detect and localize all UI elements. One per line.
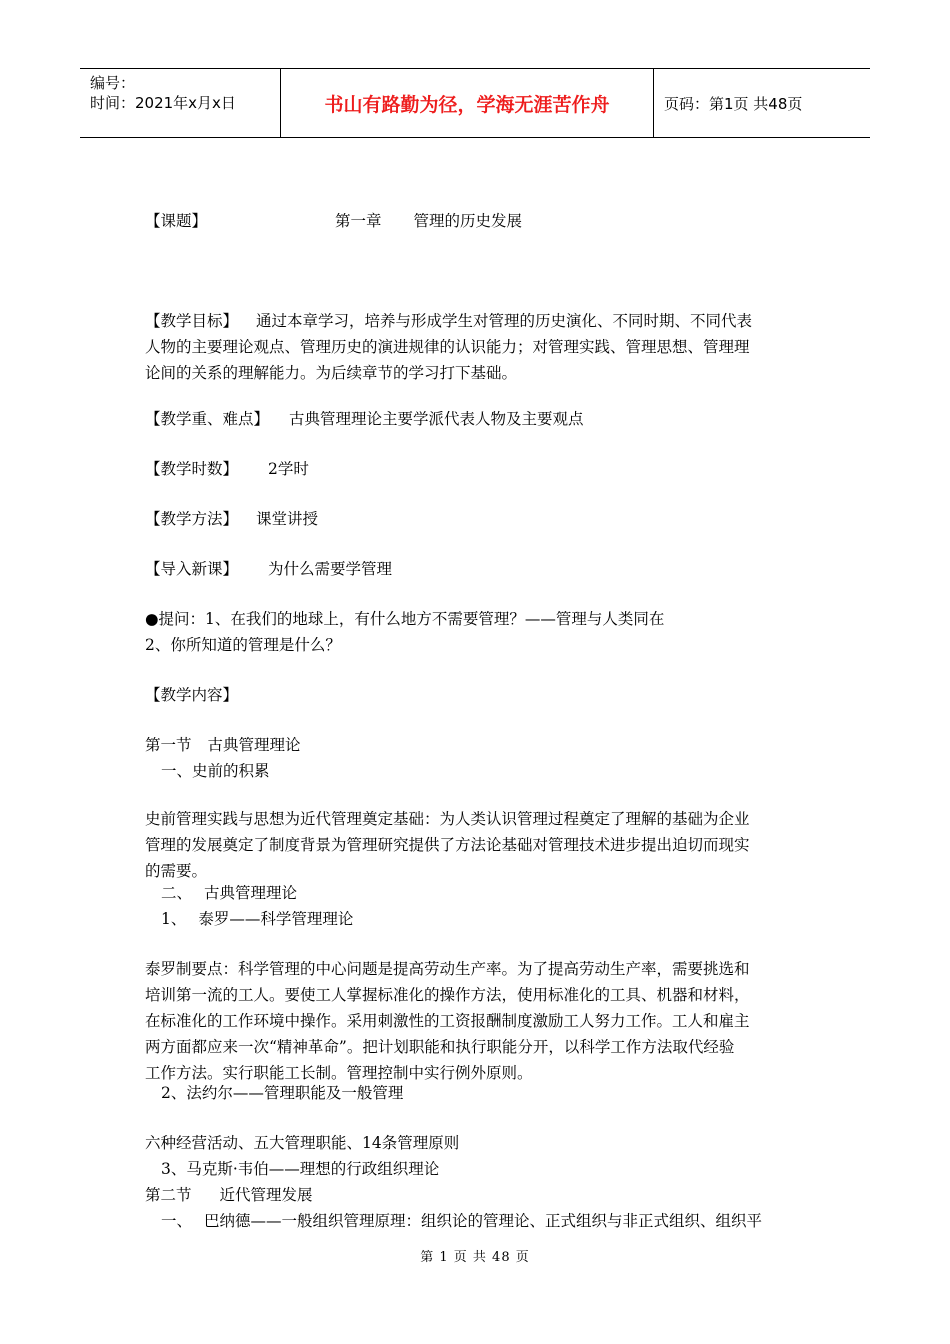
taylor-number: 1、: [161, 910, 187, 928]
section1-heading: [145, 732, 301, 758]
chapter-number: 第一章: [335, 212, 382, 230]
item2-title: 古典管理理论: [204, 884, 298, 902]
section2-item1-text: 巴纳德——一般组织管理原理：组织论的管理论、正式组织与非正式组织、组织平: [204, 1212, 763, 1230]
topic-label: 【课题】: [145, 212, 208, 230]
page-footer: 第 1 页 共 48 页: [420, 1250, 530, 1265]
page-info: 页码：第1页 共48页: [664, 94, 803, 113]
paragraph-line: 两方面都应来一次“精神革命”。把计划职能和执行职能分开，以科学工作方法取代经验: [145, 1038, 735, 1056]
number-label: 编号：: [90, 74, 136, 92]
date-label: 时间：2021年x月x日: [90, 94, 236, 112]
method-label: 【教学方法】: [145, 510, 239, 528]
prehistory-paragraph: [145, 806, 810, 884]
section2-title: 近代管理发展: [219, 1186, 313, 1204]
topic-line: [145, 208, 522, 234]
motto: 书山有路勤为径，学海无涯苦作舟: [324, 93, 610, 116]
key-points-label: 【教学重、难点】: [145, 410, 270, 428]
paragraph-line: 管理的发展奠定了制度背景为管理研究提供了方法论基础对管理技术进步提出迫切而现实: [145, 836, 750, 854]
section2-item1: [161, 1208, 762, 1234]
chapter-title: 管理的历史发展: [413, 212, 523, 230]
header-page-cell: [654, 69, 870, 137]
hours-text: 2学时: [268, 460, 309, 478]
item2-number: 二、: [161, 884, 193, 902]
question-2: 2、你所知道的管理是什么？: [145, 636, 341, 654]
section1-item2-heading: [161, 880, 297, 906]
section2-number: 第二节: [145, 1186, 192, 1204]
paragraph-line: 泰罗制要点：科学管理的中心问题是提高劳动生产率。为了提高劳动生产率，需要挑选和: [145, 960, 750, 978]
paragraph-line: 工作方法。实行职能工长制。管理控制中实行例外原则。: [145, 1064, 533, 1082]
objective-line: 人物的主要理论观点、管理历史的演进规律的认识能力；对管理实践、管理思想、管理理: [145, 338, 750, 356]
section2-item1-number: 一、: [161, 1212, 193, 1230]
header-motto-cell: [281, 69, 654, 137]
paragraph-line: 的需要。: [145, 862, 208, 880]
method-line: [145, 506, 318, 532]
content-label: 【教学内容】: [145, 686, 239, 704]
taylor-paragraph: [145, 956, 810, 1086]
taylor-heading: [161, 906, 353, 932]
paragraph-line: 培训第一流的工人。要使工人掌握标准化的操作方法，使用标准化的工具、机器和材料，: [145, 986, 750, 1004]
method-text: 课堂讲授: [256, 510, 319, 528]
hours-label: 【教学时数】: [145, 460, 239, 478]
fayol-heading: 2、法约尔——管理职能及一般管理: [161, 1084, 404, 1102]
objective-line: 论间的关系的理解能力。为后续章节的学习打下基础。: [145, 364, 518, 382]
question-1: ●提问：1、在我们的地球上，有什么地方不需要管理？——管理与人类同在: [145, 610, 665, 628]
objective-line: 通过本章学习，培养与形成学生对管理的历史演化、不同时期、不同代表: [256, 312, 753, 330]
objective-paragraph: [145, 308, 810, 386]
taylor-title: 泰罗——科学管理理论: [198, 910, 354, 928]
intro-label: 【导入新课】: [145, 560, 239, 578]
intro-text: 为什么需要学管理: [268, 560, 393, 578]
paragraph-line: 在标准化的工作环境中操作。采用刺激性的工资报酬制度激励工人努力工作。工人和雇主: [145, 1012, 750, 1030]
weber-heading: 3、马克斯·韦伯——理想的行政组织理论: [161, 1160, 440, 1178]
section2-heading: [145, 1182, 313, 1208]
section1-title: 古典管理理论: [207, 736, 301, 754]
header-meta-cell: [80, 69, 281, 137]
fayol-text: 六种经营活动、五大管理职能、14条管理原则: [145, 1134, 460, 1152]
paragraph-line: 史前管理实践与思想为近代管理奠定基础：为人类认识管理过程奠定了理解的基础为企业: [145, 810, 750, 828]
key-points-line: [145, 406, 584, 432]
section1-item1-heading: 一、史前的积累: [161, 762, 270, 780]
section1-number: 第一节: [145, 736, 192, 754]
hours-line: [145, 456, 309, 482]
document-header: [80, 68, 870, 138]
key-points-text: 古典管理理论主要学派代表人物及主要观点: [289, 410, 584, 428]
objective-label: 【教学目标】: [145, 312, 239, 330]
intro-line: [145, 556, 392, 582]
